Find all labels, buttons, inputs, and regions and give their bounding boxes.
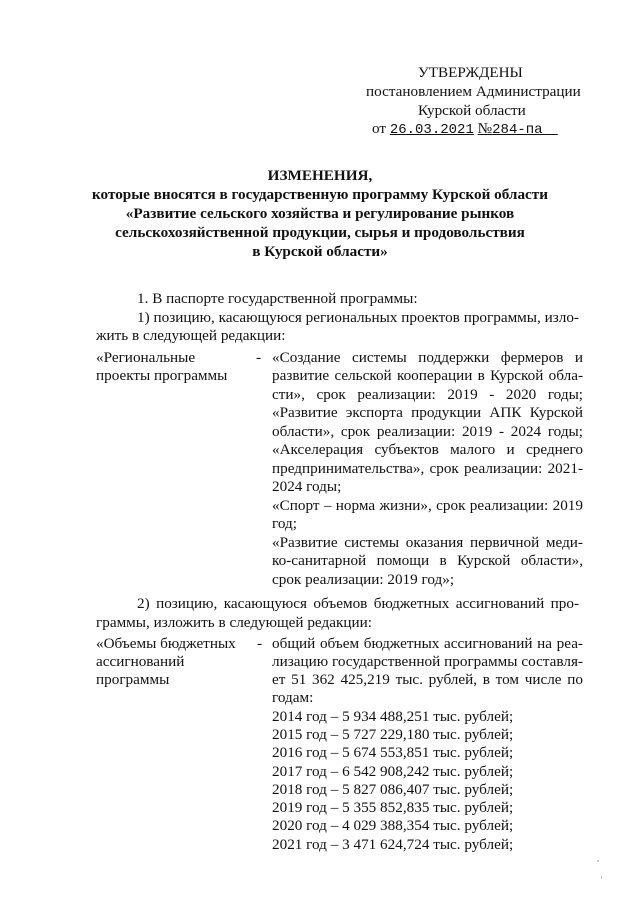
date-prefix: от [372, 120, 387, 137]
budget-label-line-3: программы [96, 671, 170, 688]
heading-line-2: «Развитие сельского хозяйства и регулирование рынков [125, 205, 515, 222]
budget-year-line: 2016 год – 5 674 553,851 тыс. рублей; [272, 744, 514, 761]
approval-date-line [372, 120, 558, 139]
regional-text-line: развитие сельской кооперации в Курской обла- [272, 367, 583, 384]
regional-text-line: «Развитие экспорта продукции АПК Курской [272, 404, 583, 421]
approval-title: УТВЕРЖДЕНЫ [418, 64, 523, 81]
regional-text-line: ко-санитарной помощи в Курской области», [272, 552, 583, 569]
budget-year-line: 2015 год – 5 727 229,180 тыс. рублей; [272, 726, 514, 743]
budget-text-line: общий объем бюджетных ассигнований на реа- [272, 635, 583, 652]
regional-text-line: «Создание системы поддержки фермеров и [272, 349, 583, 366]
section-1-intro: 1. В паспорте государственной программы: [137, 290, 418, 307]
regional-text-line: «Спорт – норма жизни», срок реализации: 2019 [272, 497, 583, 514]
heading-line-4: в Курской области» [252, 243, 388, 260]
regional-text-line: сти», срок реализации: 2019 - 2020 годы; [272, 386, 583, 403]
heading-line-1: которые вносятся в государственную программу Курской области [92, 186, 548, 203]
approval-line-1: постановлением Администрации [366, 83, 581, 100]
scan-speck [597, 860, 599, 862]
budget-label-line-1: «Объемы бюджетных [96, 635, 236, 652]
budget-text-line: годам: [272, 689, 314, 706]
number-underline [543, 120, 558, 137]
budget-text-line: лизацию государственной программы составля- [272, 653, 583, 670]
regional-text-line: 2024 годы; [272, 478, 342, 495]
approval-number: 284-па [492, 122, 543, 138]
heading-line-3: сельскохозяйственной продукции, сырья и продовольствия [115, 224, 525, 241]
budget-label-line-2: ассигнований [96, 653, 185, 670]
budget-year-line: 2021 год – 3 471 624,724 тыс. рублей; [272, 836, 514, 853]
budget-text-line: ет 51 362 425,219 тыс. рублей, в том числе по [272, 671, 583, 688]
budget-year-line: 2017 год – 6 542 908,242 тыс. рублей; [272, 763, 514, 780]
budget-dash: - [257, 635, 263, 652]
regional-label-line-2: проекты программы [96, 367, 228, 384]
document-title: ИЗМЕНЕНИЯ, [267, 167, 373, 184]
scan-speck [601, 876, 602, 879]
regional-text-line: предпринимательства», срок реализации: 2021- [272, 460, 583, 477]
budget-year-line: 2020 год – 4 029 388,354 тыс. рублей; [272, 817, 514, 834]
regional-dash: - [256, 349, 262, 366]
approval-date: 26.03.2021 [389, 122, 474, 138]
budget-year-line: 2014 год – 5 934 488,251 тыс. рублей; [272, 708, 514, 725]
number-sign: № [477, 120, 493, 137]
regional-text-line: области», срок реализации: 2019 - 2024 годы; [272, 423, 583, 440]
budget-year-line: 2018 год – 5 827 086,407 тыс. рублей; [272, 781, 514, 798]
regional-text-line: «Акселерация субъектов малого и среднего [272, 441, 583, 458]
regional-text-line: «Развитие системы оказания первичной меди- [272, 534, 583, 551]
approval-line-2: Курской области [418, 102, 526, 119]
section-2-line-1: 2) позицию, касающуюся объемов бюджетных ассигнований про- [137, 595, 579, 612]
regional-text-line: год; [272, 515, 297, 532]
regional-text-line: срок реализации: 2019 год»; [272, 571, 455, 588]
section-1-item-line-2: жить в следующей редакции: [96, 327, 286, 344]
section-2-line-2: граммы, изложить в следующей редакции: [96, 614, 372, 631]
section-1-item-line-1: 1) позицию, касающуюся региональных проектов программы, изло- [137, 309, 579, 326]
regional-label-line-1: «Региональные [96, 349, 196, 366]
budget-year-line: 2019 год – 5 355 852,835 тыс. рублей; [272, 799, 514, 816]
